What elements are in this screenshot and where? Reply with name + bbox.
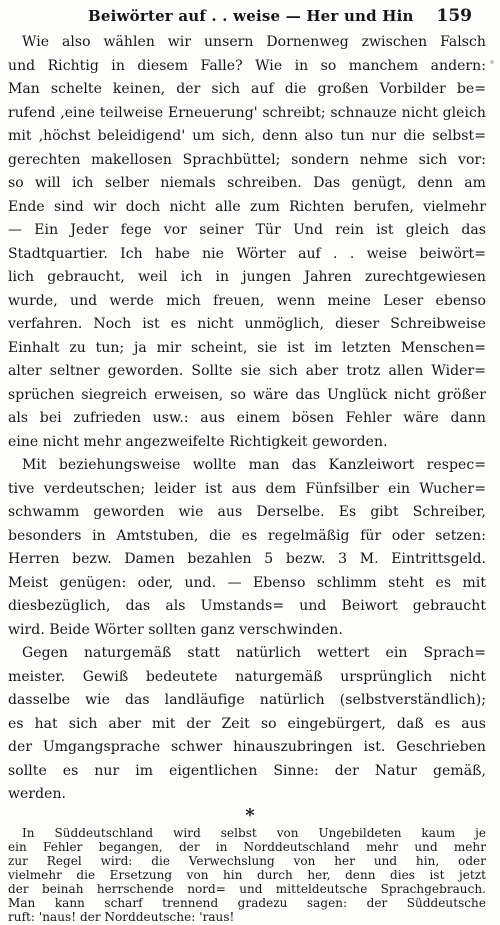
print-speck	[490, 60, 494, 64]
text-line: mit ‚höchst beleidigend' um sich, denn also tun nur die selbst=	[8, 128, 486, 144]
text-line: es hat sich aber mit der Zeit so eingebürgert, daß es aus	[8, 715, 486, 732]
running-head-title: Beiwörter auf . . weise — Her und Hin	[88, 7, 414, 25]
paragraph-beziehungsweise	[8, 454, 486, 642]
text-line: eine nicht mehr angezweifelte Richtigkeit geworden.	[8, 433, 388, 450]
text-line: Stadtquartier. Ich habe nie Wörter auf . . weise beiwört=	[8, 245, 486, 262]
text-line: als bei zufrieden usw.: aus einem bösen Fehler wäre dann	[8, 410, 486, 426]
text-line: sprüchen siegreich erweisen, so wäre das Unglück nicht größer	[8, 386, 486, 403]
text-line: zur Regel wird: die Verwechslung von her und hin, oder	[8, 854, 486, 868]
text-line: alter seltner geworden. Sollte sie sich aber trotz allen Wider=	[8, 363, 486, 379]
text-line: Herren bezw. Damen bezahlen 5 bezw. 3 M. Eintrittsgeld.	[8, 551, 486, 567]
text-line: Gegen naturgemäß statt natürlich wettert ein Sprach=	[22, 645, 486, 661]
text-line: wurde, und werde mich freuen, wenn meine Leser ebenso	[8, 292, 486, 309]
text-line: ruft: 'naus! der Norddeutsche: 'raus!	[8, 910, 235, 924]
text-line: Man schelte keinen, der sich auf die großen Vorbilder be=	[8, 81, 486, 97]
text-line: — Ein Jeder fege vor seiner Tür Und rein ist gleich das	[8, 222, 486, 238]
text-line: wird. Beide Wörter sollten ganz verschwinden.	[8, 621, 343, 638]
text-line: sollte es nur im eigentlichen Sinne: der Natur gemäß,	[8, 762, 486, 779]
text-line: Wie also wählen wir unsern Dornenweg zwischen Falsch	[22, 34, 486, 50]
text-line: Meist genügen: oder, und. — Ebenso schlimm steht es mit	[8, 574, 486, 591]
page-number: 159	[436, 6, 472, 26]
text-line: In Süddeutschland wird selbst von Ungebildeten kaum je	[22, 826, 486, 840]
text-line: besonders in Amtstuben, die es regelmäßig für oder setzen:	[8, 527, 486, 544]
text-line: Mit beziehungsweise wollte man das Kanzleiwort respec=	[22, 457, 486, 473]
text-line: ein Fehler begangen, der in Norddeutschland mehr und mehr	[8, 840, 486, 854]
running-head	[88, 4, 472, 28]
text-line: Ende sind wir doch nicht alle zum Richten berufen, vielmehr	[8, 198, 486, 215]
paragraph-dornenweg	[8, 31, 486, 454]
text-line: Man kann scharf trennend gradezu sagen: der Süddeutsche	[8, 896, 486, 910]
text-line: tive verdeutschen; leider ist aus dem Fünfsilber ein Wucher=	[8, 480, 486, 497]
text-line: so will ich selber niemals schreiben. Das genügt, denn am	[8, 175, 486, 191]
text-line: diesbezüglich, das als Umstands= und Beiwort gebraucht	[8, 598, 486, 614]
text-line: gerechten makellosen Sprachbüttel; sondern nehme sich vor:	[8, 151, 486, 168]
text-line: dasselbe wie das landläufige natürlich (selbstverständlich);	[8, 692, 486, 708]
text-line: verfahren. Noch ist es nicht unmöglich, dieser Schreibweise	[8, 316, 486, 332]
text-line: rufend ‚eine teilweise Erneuerung' schreibt; schnauze nicht gleich	[8, 104, 486, 121]
paragraph-her-und-hin	[8, 826, 486, 924]
text-line: meister. Gewiß bedeutete naturgemäß ursprünglich nicht	[8, 668, 486, 685]
text-line: vielmehr die Ersetzung von hin durch her, denn dies ist jetzt	[8, 868, 486, 882]
text-line: werden.	[8, 786, 67, 802]
section-separator: *	[245, 805, 255, 826]
text-line: Einhalt zu tun; ja mir scheint, sie ist im letzten Menschen=	[8, 339, 486, 356]
text-line: schwamm geworden wie aus Derselbe. Es gibt Schreiber,	[8, 504, 486, 520]
text-line: lich gebraucht, weil ich in jungen Jahren zurechtgewiesen	[8, 269, 486, 285]
text-line: und Richtig in diesem Falle? Wie in so manchem andern:	[8, 57, 486, 74]
text-line: der Umgangsprache schwer hinauszubringen ist. Geschrieben	[8, 739, 486, 755]
paragraph-naturgemaess	[8, 642, 486, 807]
text-line: der beinah herrschende nord= und mitteldeutsche Sprachgebrauch.	[8, 882, 486, 896]
